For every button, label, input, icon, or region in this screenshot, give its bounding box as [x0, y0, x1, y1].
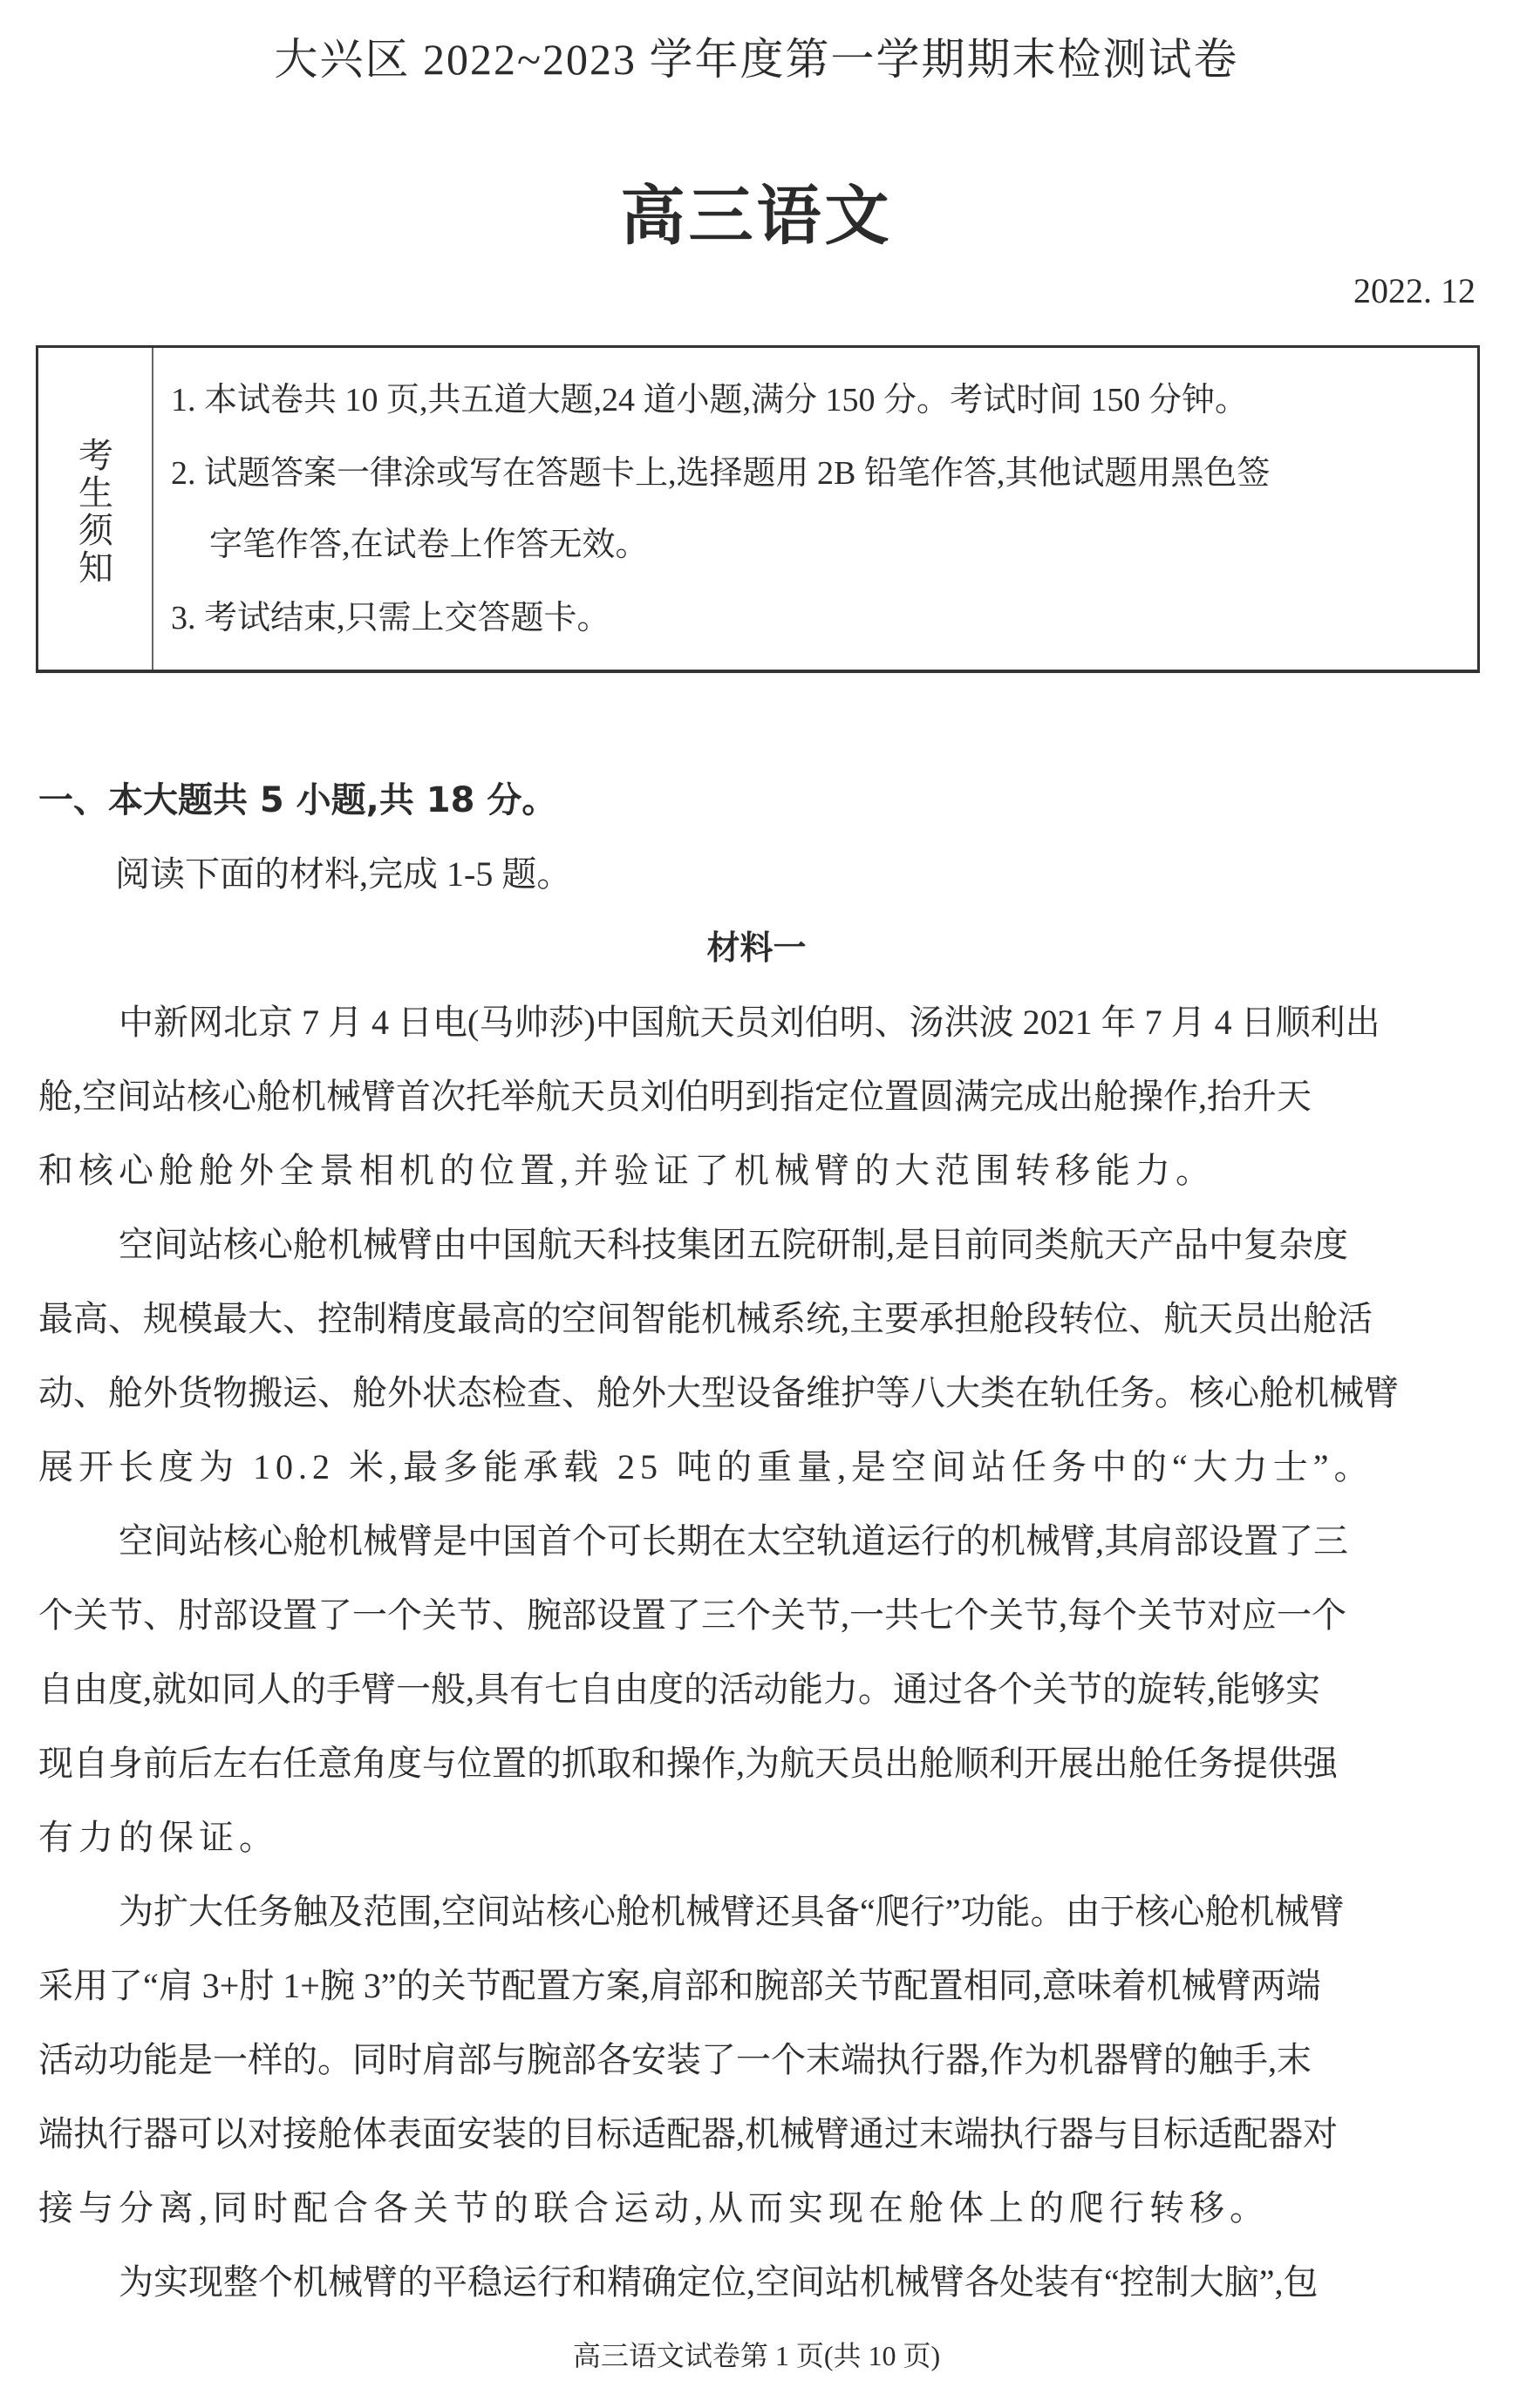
- section-heading: 一、本大题共 5 小题,共 18 分。: [38, 780, 557, 820]
- material-heading: 材料一: [706, 929, 807, 967]
- body-line: 个关节、肘部设置了一个关节、腕部设置了三个关节,一共七个关节,每个关节对应一个: [38, 1595, 1346, 1635]
- body-line: 动、舱外货物搬运、舱外状态检查、舱外大型设备维护等八大类在轨任务。核心舱机械臂: [38, 1373, 1399, 1412]
- body-line: 展开长度为 10.2 米,最多能承载 25 吨的重量,是空间站任务中的“大力士”。: [38, 1447, 1374, 1486]
- body-line: 为扩大任务触及范围,空间站核心舱机械臂还具备“爬行”功能。由于核心舱机械臂: [119, 1892, 1345, 1931]
- exam-date: 2022. 12: [1353, 271, 1476, 310]
- body-line: 活动功能是一样的。同时肩部与腕部各安装了一个末端执行器,作为机器臂的触手,末: [38, 2040, 1312, 2079]
- notice-item-2-continued: 字笔作答,在试卷上作答无效。: [209, 527, 649, 563]
- body-line: 自由度,就如同人的手臂一般,具有七自由度的活动能力。通过各个关节的旋转,能够实: [38, 1670, 1320, 1709]
- subject-title: 高三语文: [620, 179, 893, 254]
- body-line: 和核心舱舱外全景相机的位置,并验证了机械臂的大范围转移能力。: [38, 1151, 1216, 1190]
- notice-divider: [152, 348, 153, 670]
- notice-item-2: 2. 试题答案一律涂或写在答题卡上,选择题用 2B 铅笔作答,其他试题用黑色签: [171, 455, 1271, 492]
- body-line: 为实现整个机械臂的平稳运行和精确定位,空间站机械臂各处装有“控制大脑”,包: [119, 2262, 1319, 2302]
- body-line: 空间站核心舱机械臂是中国首个可长期在太空轨道运行的机械臂,其肩部设置了三: [119, 1521, 1348, 1561]
- notice-item-1: 1. 本试卷共 10 页,共五道大题,24 道小题,满分 150 分。考试时间 150 分钟。: [171, 382, 1249, 418]
- exam-title: 大兴区 2022~2023 学年度第一学期期末检测试卷: [274, 35, 1239, 84]
- body-line: 端执行器可以对接舱体表面安装的目标适配器,机械臂通过末端执行器与目标适配器对: [38, 2114, 1338, 2153]
- notice-item-3: 3. 考试结束,只需上交答题卡。: [171, 600, 610, 636]
- notice-label: 考生须知: [78, 436, 113, 588]
- body-line: 采用了“肩 3+肘 1+腕 3”的关节配置方案,肩部和腕部关节配置相同,意味着机械臂两端: [38, 1966, 1321, 2005]
- page-footer: 高三语文试卷第 1 页(共 10 页): [572, 2340, 941, 2371]
- body-line: 现自身前后左右任意角度与位置的抓取和操作,为航天员出舱顺利开展出舱任务提供强: [38, 1744, 1338, 1783]
- body-line: 中新网北京 7 月 4 日电(马帅莎)中国航天员刘伯明、汤洪波 2021 年 7 月 4 日顺利出: [119, 1003, 1380, 1042]
- body-line: 最高、规模最大、控制精度最高的空间智能机械系统,主要承担舱段转位、航天员出舱活: [38, 1299, 1373, 1338]
- section-instruction: 阅读下面的材料,完成 1-5 题。: [115, 854, 572, 894]
- body-line: 有力的保证。: [38, 1818, 279, 1857]
- body-line: 接与分离,同时配合各关节的联合运动,从而实现在舱体上的爬行转移。: [38, 2188, 1270, 2228]
- notice-box: [36, 345, 1480, 673]
- body-line: 舱,空间站核心舱机械臂首次托举航天员刘伯明到指定位置圆满完成出舱操作,抬升天: [38, 1077, 1312, 1116]
- body-line: 空间站核心舱机械臂由中国航天科技集团五院研制,是目前同类航天产品中复杂度: [119, 1225, 1348, 1264]
